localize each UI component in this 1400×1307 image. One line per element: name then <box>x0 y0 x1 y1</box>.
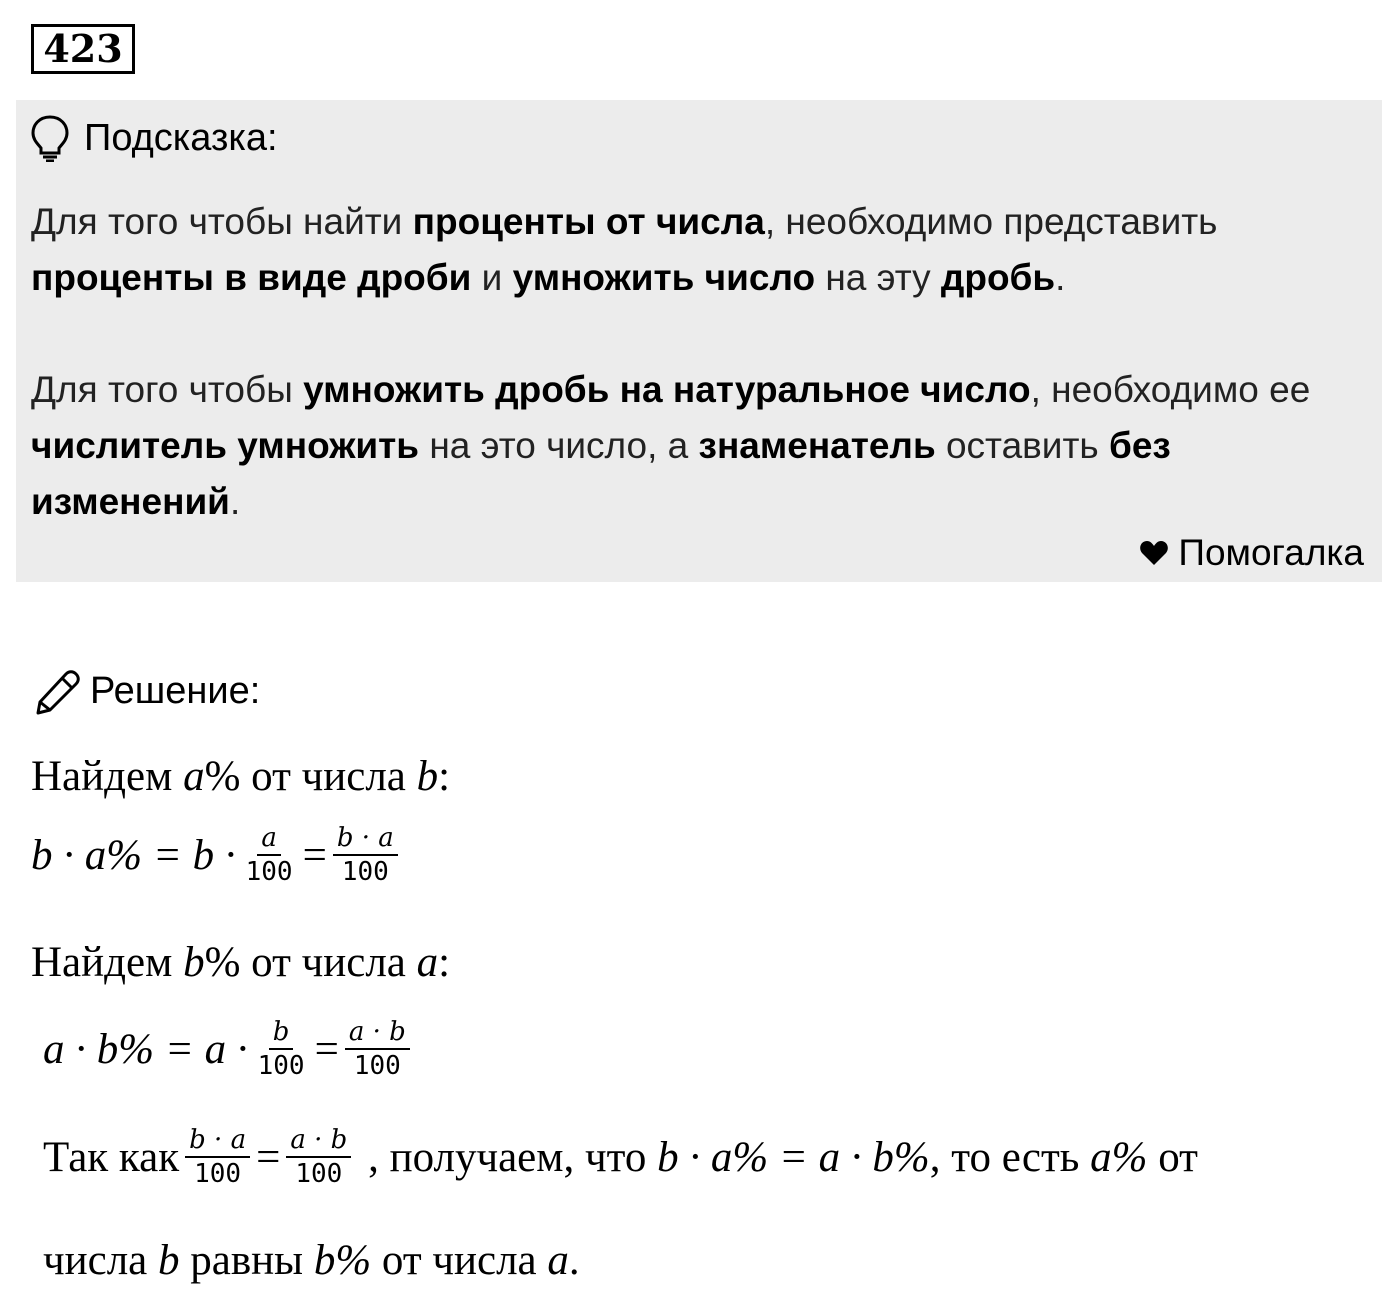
fraction <box>345 1016 410 1082</box>
text: , получаем, что <box>357 1133 658 1181</box>
brand-name: Помогалка <box>1178 532 1364 573</box>
emphasized-text: без изменений <box>31 425 1171 522</box>
text: Найдем <box>31 753 184 800</box>
numerator: b · a <box>333 822 398 856</box>
formula-lhs: b · a% = b · <box>31 831 236 879</box>
hint-paragraph-2 <box>31 362 1371 530</box>
emphasized-text: дробь <box>940 257 1056 298</box>
fraction <box>242 822 297 888</box>
lightbulb-icon <box>30 114 70 162</box>
text: : <box>438 753 451 800</box>
emphasized-text: проценты от числа <box>412 201 765 242</box>
solution-header <box>32 666 260 716</box>
equals-sign: = <box>314 1025 339 1073</box>
emphasized-text: знаменатель <box>698 425 936 466</box>
text: оставить <box>935 425 1109 466</box>
fraction <box>254 1016 309 1082</box>
task-number: 423 <box>31 24 135 74</box>
equals-sign: = <box>302 831 327 879</box>
denominator: 100 <box>245 857 293 887</box>
fraction <box>333 822 398 888</box>
denominator: 100 <box>341 857 389 887</box>
text: от числа <box>240 753 417 800</box>
text: , необходимо представить <box>764 201 1218 242</box>
text: . <box>568 1237 580 1284</box>
numerator: b · a <box>185 1124 250 1158</box>
var: a% <box>1090 1133 1148 1181</box>
var: b <box>183 939 205 986</box>
text: числа <box>43 1237 159 1284</box>
solution-title: Решение: <box>90 669 261 712</box>
numerator: a · b <box>345 1016 410 1050</box>
formula-lhs: a · b% = a · <box>43 1025 248 1073</box>
text: , необходимо ее <box>1030 369 1311 410</box>
formula-2 <box>43 1016 416 1082</box>
var: b% <box>313 1237 372 1284</box>
denominator: 100 <box>194 1159 242 1189</box>
numerator: a <box>257 822 281 856</box>
text: : <box>438 939 451 986</box>
text: Для того чтобы <box>31 369 304 410</box>
text: Найдем <box>31 939 184 986</box>
text: . <box>229 481 241 522</box>
expression: b · a% = a · b% <box>657 1133 930 1181</box>
var: b <box>416 753 439 800</box>
heart-icon <box>1140 540 1168 566</box>
emphasized-text: проценты в виде дроби <box>31 257 472 298</box>
text: на эту <box>815 257 941 298</box>
text: % <box>204 753 241 800</box>
text: от числа <box>371 1237 548 1284</box>
equals-sign: = <box>256 1133 281 1181</box>
hint-paragraph-1 <box>31 194 1371 306</box>
solution-line-3 <box>31 938 450 987</box>
solution-line-6 <box>43 1236 580 1285</box>
formula-1 <box>31 822 404 888</box>
text: от числа <box>240 939 417 986</box>
hint-header <box>30 114 278 162</box>
emphasized-text: умножить число <box>512 257 816 298</box>
solution-line-5 <box>43 1124 1198 1190</box>
text: % <box>204 939 241 986</box>
text: Для того чтобы найти <box>31 201 413 242</box>
hint-title: Подсказка: <box>84 116 278 159</box>
numerator: a · b <box>286 1124 351 1158</box>
denominator: 100 <box>295 1159 343 1189</box>
emphasized-text: умножить дробь на натуральное число <box>303 369 1031 410</box>
var: a <box>183 753 205 800</box>
text: Так как <box>43 1133 180 1181</box>
fraction <box>185 1124 250 1190</box>
text: на это число, а <box>419 425 699 466</box>
fraction <box>286 1124 351 1190</box>
text: равны <box>179 1237 314 1284</box>
text: от <box>1147 1133 1198 1181</box>
denominator: 100 <box>353 1051 401 1081</box>
emphasized-text: числитель умножить <box>31 425 420 466</box>
denominator: 100 <box>257 1051 305 1081</box>
var: b <box>158 1237 180 1284</box>
brand-credit <box>1140 532 1364 574</box>
var: a <box>547 1237 569 1284</box>
var: a <box>416 939 439 986</box>
numerator: b <box>269 1016 294 1050</box>
solution-line-1 <box>31 752 450 801</box>
text: . <box>1055 257 1066 298</box>
text: и <box>471 257 513 298</box>
text: , то есть <box>929 1133 1091 1181</box>
pencil-icon <box>32 666 82 716</box>
